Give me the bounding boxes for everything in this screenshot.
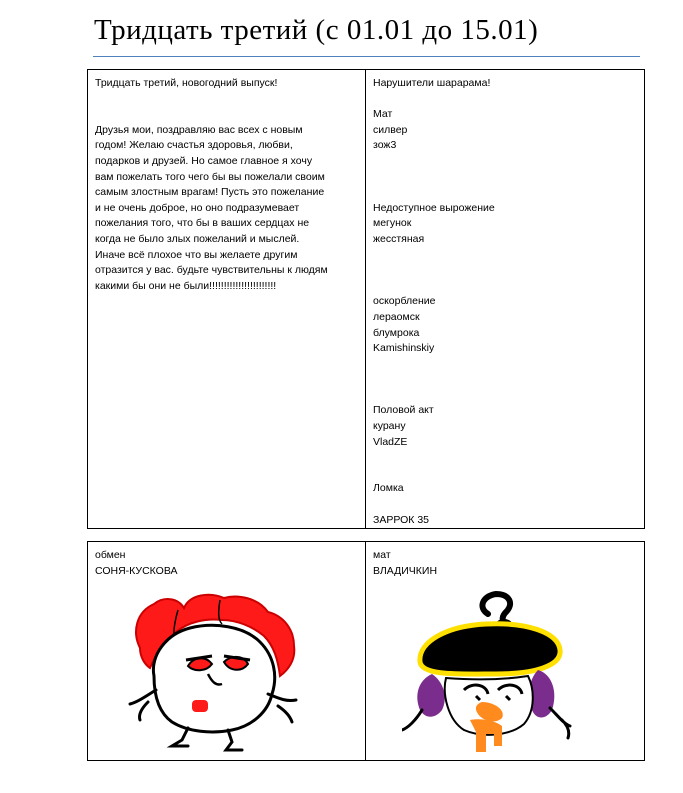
greeting-line: самым злостным врагам! Пусть это пожелание: [95, 186, 325, 199]
violator-name: VladZE: [373, 435, 408, 448]
greeting-line: когда не было злых пожеланий и мыслей.: [95, 232, 300, 245]
violator-name: Kamishinskiy: [373, 342, 435, 355]
card-type: мат: [373, 549, 391, 561]
violation-label: оскорбление: [373, 295, 436, 308]
violators-footer: ЗАРРОК 35: [373, 513, 430, 526]
greeting-line: пожелания того, что бы в ваших сердцах не: [95, 217, 310, 230]
card-name: ВЛАДИЧКИН: [373, 564, 438, 577]
greeting-line: Иначе всё плохое что вы желаете другим: [95, 248, 298, 261]
violator-name: жесстяная: [373, 232, 425, 245]
card-name: СОНЯ-КУСКОВА: [95, 564, 178, 577]
violator-name: зож3: [373, 139, 397, 152]
greeting-line: и не очень доброе, но оно подразумевает: [95, 201, 300, 214]
greeting-line: годом! Желаю счастья здоровья, любви,: [95, 139, 293, 152]
violation-label: Недоступное вырожение: [373, 201, 495, 214]
violators-heading: Нарушители шарарама!: [373, 77, 491, 89]
title-underline: [93, 56, 640, 57]
card-type: обмен: [95, 549, 126, 561]
card-swearing: [366, 542, 645, 761]
bottom-table: [87, 541, 645, 761]
violator-name: блумрока: [373, 326, 420, 339]
violator-name: курану: [373, 420, 406, 433]
greeting-line: Друзья мои, поздравляю вас всех с новым: [95, 123, 303, 136]
avatar-drawing-hat: [402, 570, 572, 755]
violation-label: Мат: [373, 108, 393, 121]
greeting-heading: Тридцать третий, новогодний выпуск!: [95, 77, 278, 89]
page-title: Тридцать третий (с 01.01 до 15.01): [94, 14, 539, 46]
greeting-line: вам пожелать того чего бы вы пожелали своим: [95, 170, 325, 183]
card-exchange: [88, 542, 366, 761]
avatar-drawing-red-hair: [128, 590, 303, 755]
greeting-line: подарков и друзей. Но самое главное я хочу: [95, 154, 313, 167]
greeting-line: отразится у вас. будьте чувствительны к людям: [95, 264, 328, 277]
greeting-cell: [88, 70, 366, 529]
violator-name: лераомск: [373, 310, 420, 323]
violation-label: Ломка: [373, 482, 404, 495]
top-table: [87, 69, 645, 529]
violator-name: силвер: [373, 123, 408, 136]
violators-cell: [366, 70, 645, 529]
violation-label: Половой акт: [373, 404, 434, 417]
violator-name: мегунок: [373, 217, 412, 230]
greeting-line: какими бы они не были!!!!!!!!!!!!!!!!!!!!!!!: [95, 279, 277, 292]
